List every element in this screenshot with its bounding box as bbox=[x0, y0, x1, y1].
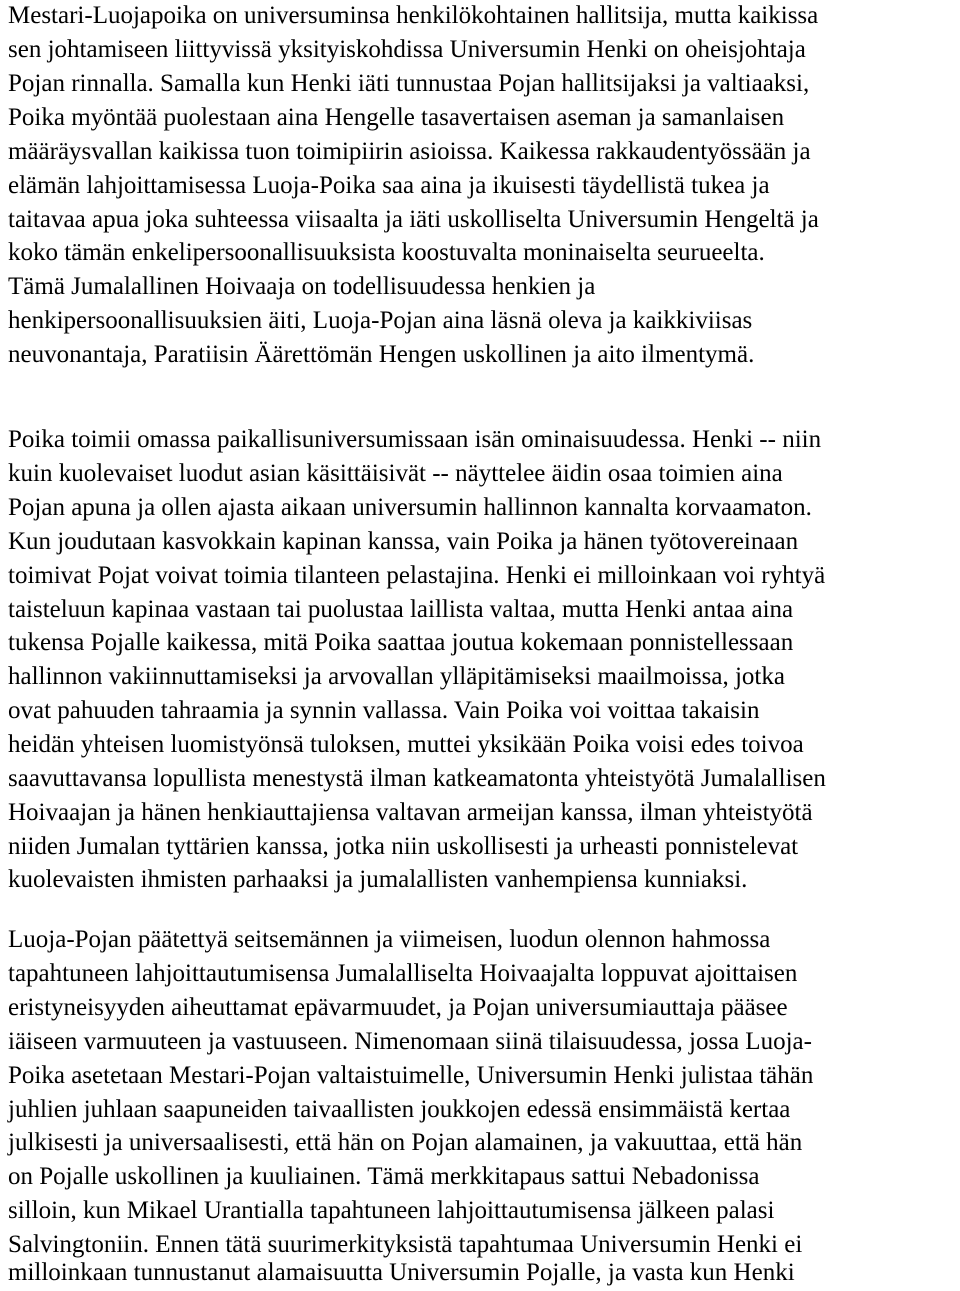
text-line: toimivat Pojat voivat toimia tilanteen pelastajina. Henki ei milloinkaan voi ryhtyä bbox=[8, 562, 826, 589]
text-line: Tämä Jumalallinen Hoivaaja on todellisuudessa henkien ja bbox=[8, 273, 596, 300]
text-line: Pojan apuna ja ollen ajasta aikaan universumin hallinnon kannalta korvaamaton. bbox=[8, 494, 812, 521]
text-line: neuvonantaja, Paratiisin Äärettömän Hengen uskollinen ja aito ilmentymä. bbox=[8, 341, 755, 368]
text-line: Poika toimii omassa paikallisuniversumissaan isän ominaisuudessa. Henki -- niin bbox=[8, 426, 822, 453]
text-line: heidän yhteisen luomistyönsä tuloksen, muttei yksikään Poika voisi edes toivoa bbox=[8, 731, 804, 758]
text-line: Poika asetetaan Mestari-Pojan valtaistuimelle, Universumin Henki julistaa tähän bbox=[8, 1062, 814, 1089]
text-line: sen johtamiseen liittyvissä yksityiskohdissa Universumin Henki on oheisjohtaja bbox=[8, 36, 806, 63]
text-line: milloinkaan tunnustanut alamaisuutta Universumin Pojalle, ja vasta kun Henki bbox=[8, 1259, 795, 1286]
text-line: taisteluun kapinaa vastaan tai puolustaa laillista valtaa, mutta Henki antaa aina bbox=[8, 596, 794, 623]
text-line: henkipersoonallisuuksien äiti, Luoja-Pojan aina läsnä oleva ja kaikkiviisas bbox=[8, 307, 753, 334]
text-line: Salvingtoniin. Ennen tätä suurimerkityksistä tapahtumaa Universumin Henki ei bbox=[8, 1231, 803, 1258]
text-line: Luoja-Pojan päätettyä seitsemännen ja viimeisen, luodun olennon hahmossa bbox=[8, 926, 771, 953]
text-line: iäiseen varmuuteen ja vastuuseen. Nimenomaan siinä tilaisuudessa, jossa Luoja- bbox=[8, 1028, 812, 1055]
text-line: niiden Jumalan tyttärien kanssa, jotka niin uskollisesti ja urheasti ponnistelevat bbox=[8, 833, 799, 860]
text-line: hallinnon vakiinnuttamiseksi ja arvovallan ylläpitämiseksi maailmoissa, jotka bbox=[8, 663, 785, 690]
text-line: koko tämän enkelipersoonallisuuksista koostuvalta moninaiselta seurueelta. bbox=[8, 239, 765, 266]
text-line: Pojan rinnalla. Samalla kun Henki iäti tunnustaa Pojan hallitsijaksi ja valtiaaksi, bbox=[8, 70, 810, 97]
text-line: ovat pahuuden tahraamia ja synnin vallassa. Vain Poika voi voittaa takaisin bbox=[8, 697, 760, 724]
text-line: tapahtuneen lahjoittautumisensa Jumalalliselta Hoivaajalta loppuvat ajoittaisen bbox=[8, 960, 798, 987]
text-line: saavuttavansa lopullista menestystä ilman katkeamatonta yhteistyötä Jumalallisen bbox=[8, 765, 826, 792]
text-line: on Pojalle uskollinen ja kuuliainen. Tämä merkkitapaus sattui Nebadonissa bbox=[8, 1163, 760, 1190]
text-line: eristyneisyyden aiheuttamat epävarmuudet, ja Pojan universumiauttaja pääsee bbox=[8, 994, 788, 1021]
text-line: elämän lahjoittamisessa Luoja-Poika saa aina ja ikuisesti täydellistä tukea ja bbox=[8, 172, 770, 199]
text-line: Hoivaajan ja hänen henkiauttajiensa valtavan armeijan kanssa, ilman yhteistyötä bbox=[8, 799, 813, 826]
text-line: taitavaa apua joka suhteessa viisaalta ja iäti uskolliselta Universumin Hengeltä ja bbox=[8, 206, 819, 233]
text-line: julkisesti ja universaalisesti, että hän on Pojan alamainen, ja vakuuttaa, että hän bbox=[8, 1129, 803, 1156]
text-line: tukensa Pojalle kaikessa, mitä Poika saattaa joutua kokemaan ponnistellessaan bbox=[8, 629, 794, 656]
text-line: juhlien juhlaan saapuneiden taivaallisten joukkojen edessä ensimmäistä kertaa bbox=[8, 1096, 791, 1123]
text-line: Kun joudutaan kasvokkain kapinan kanssa, vain Poika ja hänen työtovereinaan bbox=[8, 528, 799, 555]
text-line: Poika myöntää puolestaan aina Hengelle tasavertaisen aseman ja samanlaisen bbox=[8, 104, 785, 131]
text-line: Mestari-Luojapoika on universuminsa henkilökohtainen hallitsija, mutta kaikissa bbox=[8, 2, 819, 29]
text-line: kuolevaisten ihmisten parhaaksi ja jumalallisten vanhempiensa kunniaksi. bbox=[8, 866, 748, 893]
text-line: silloin, kun Mikael Urantialla tapahtuneen lahjoittautumisensa jälkeen palasi bbox=[8, 1197, 775, 1224]
text-line: määräysvallan kaikissa tuon toimipiirin asioissa. Kaikessa rakkaudentyössään ja bbox=[8, 138, 811, 165]
text-line: kuin kuolevaiset luodut asian käsittäisivät -- näyttelee äidin osaa toimien aina bbox=[8, 460, 783, 487]
